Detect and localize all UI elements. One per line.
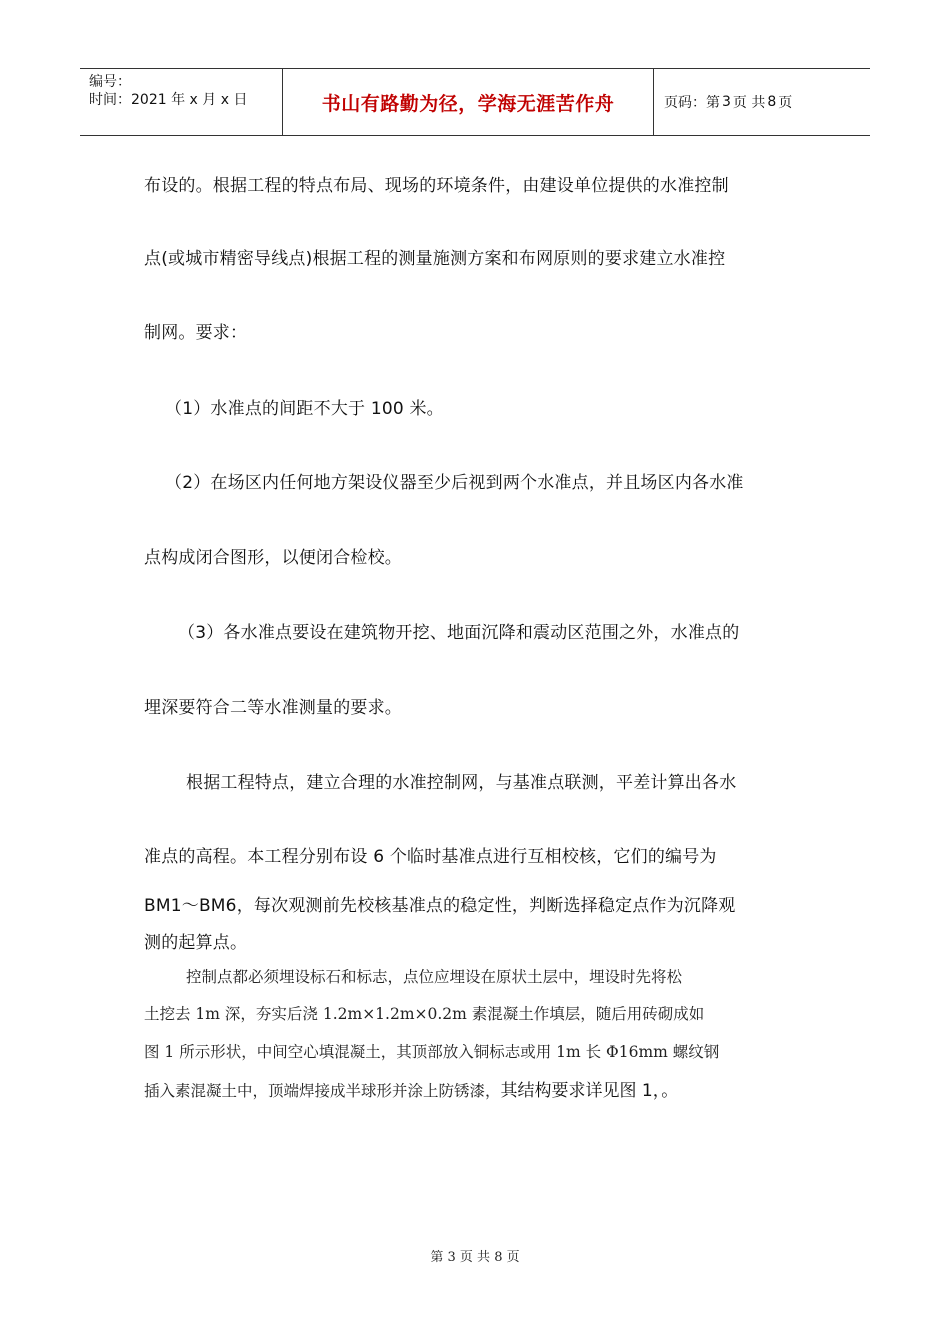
page-total: 8 [767,94,777,110]
list-item: （2）在场区内任何地方架设仪器至少后视到两个水准点，并且场区内各水准 [165,473,744,493]
serif-line: 控制点都必须埋设标石和标志，点位应埋设在原状土层中，埋设时先将松 [186,968,683,986]
body-line: 点(或城市精密导线点)根据工程的测量施测方案和布网原则的要求建立水准控 [144,249,726,269]
page-label: 页码：第 [664,95,720,111]
page-current: 3 [722,94,731,110]
serif-line-tail: 其结构要求详见图 1，。 [500,1081,679,1101]
serif-line-text: 插入素混凝土中，顶端焊接成半球形并涂上防锈漆， [144,1082,501,1100]
header-motto: 书山有路勤为径，学海无涯苦作舟 [282,69,654,135]
document-time-label: 时间：2021 年 x 月 x 日 [89,92,248,108]
body-line: 布设的。根据工程的特点布局、现场的环境条件，由建设单位提供的水准控制 [144,176,729,196]
list-item: （3）各水准点要设在建筑物开挖、地面沉降和震动区范围之外，水准点的 [178,623,740,643]
serif-line: 土挖去 1m 深，夯实后浇 1.2m×1.2m×0.2m 素混凝土作填层，随后用砖砌成如 [144,1005,705,1023]
header-page-info [654,69,870,135]
header-meta [80,69,282,135]
body-line: 点构成闭合图形，以便闭合检校。 [144,548,402,568]
body-line: BM1～BM6，每次观测前先校核基准点的稳定性，判断选择稳定点作为沉降观 [144,896,736,916]
body-line: 准点的高程。本工程分别布设 6 个临时基准点进行互相校核，它们的编号为 [144,847,717,867]
body-line: 制网。要求： [144,323,248,343]
serif-line: 图 1 所示形状，中间空心填混凝土，其顶部放入铜标志或用 1m 长 Φ16mm 螺纹钢 [144,1043,720,1061]
body-line: 测的起算点。 [144,933,248,953]
body-line: 根据工程特点，建立合理的水准控制网，与基准点联测，平差计算出各水 [186,773,737,793]
page-header [80,68,870,136]
body-line: 埋深要符合二等水准测量的要求。 [144,698,402,718]
page-mid-label: 页 共 [732,95,766,111]
serif-line [144,1080,678,1102]
document-number-label: 编号： [89,74,131,90]
page-footer: 第 3 页 共 8 页 [430,1250,520,1265]
page-end-label: 页 [778,95,793,111]
list-item: （1）水准点的间距不大于 100 米。 [165,399,444,419]
